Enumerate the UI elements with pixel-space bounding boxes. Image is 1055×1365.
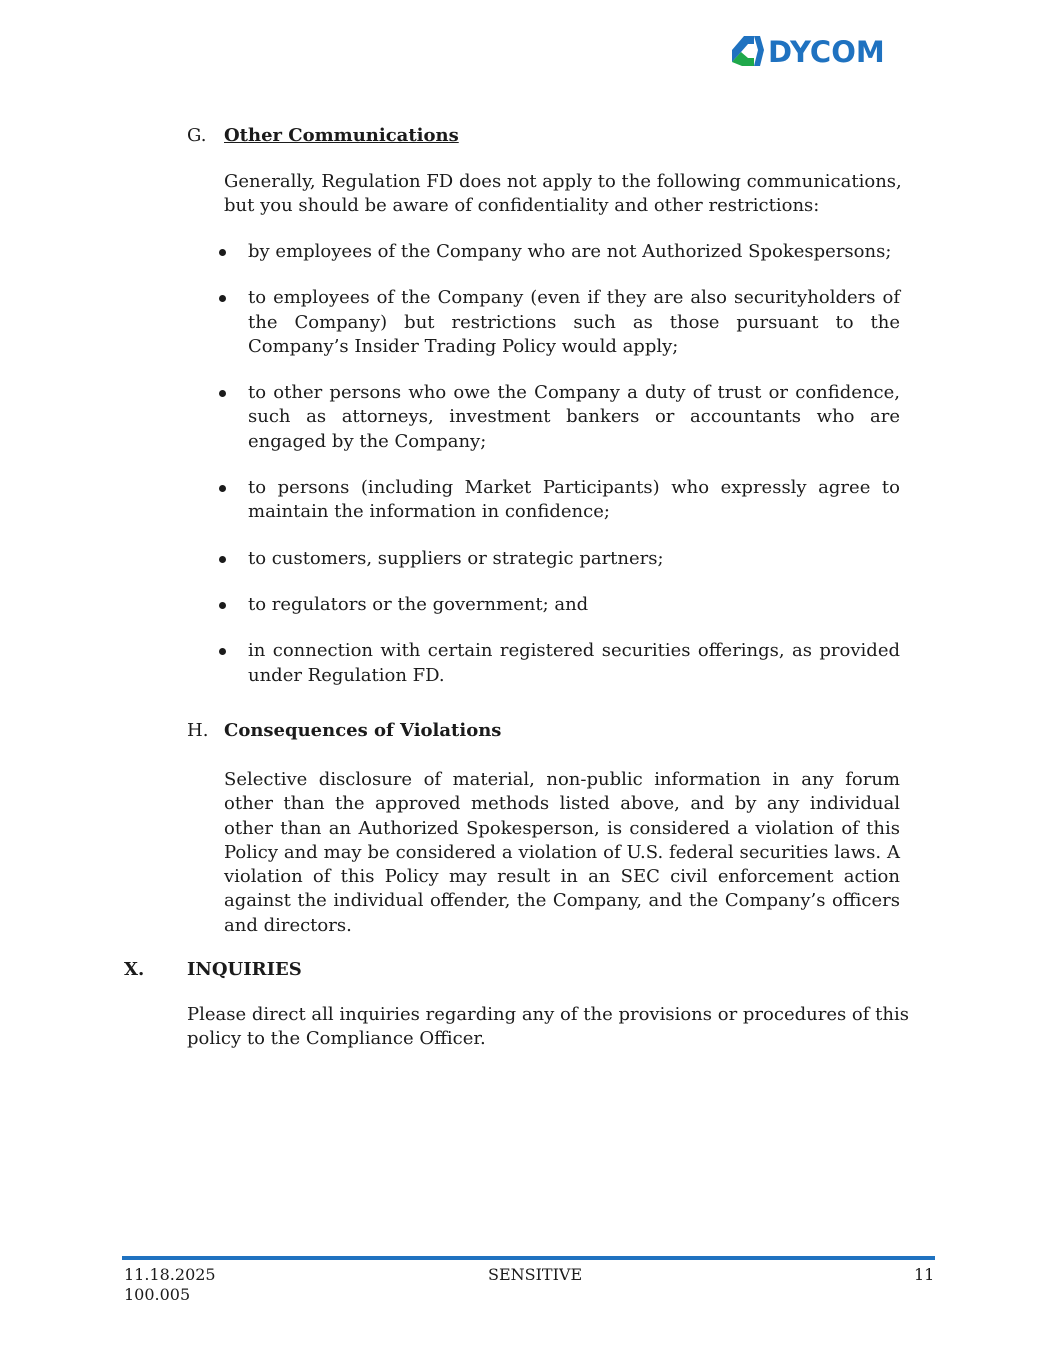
- footer-divider: [122, 1256, 935, 1260]
- section-x-body: Please direct all inquiries regarding any of the provisions or procedures of this policy to the Compliance Officer.: [187, 1004, 909, 1050]
- list-item: by employees of the Company who are not Authorized Spokespersons;: [214, 240, 900, 264]
- bullet-icon: [219, 602, 226, 609]
- list-item: to persons (including Market Participants) who expressly agree to maintain the information in confidence;: [214, 476, 900, 525]
- section-g-intro: Generally, Regulation FD does not apply to the following communications, but you should be aware of confidentiality and other restrictions:: [224, 171, 902, 217]
- bullet-icon: [219, 390, 226, 397]
- bullet-icon: [219, 485, 226, 492]
- dycom-logo: [728, 32, 930, 68]
- section-g-letter: G.: [187, 125, 207, 146]
- logo-wordmark: DYCOM: [768, 35, 885, 68]
- section-x-number: X.: [124, 959, 145, 980]
- section-g-bullet-list: [214, 240, 900, 710]
- section-x-title: INQUIRIES: [187, 959, 302, 980]
- bullet-icon: [219, 648, 226, 655]
- bullet-icon: [219, 295, 226, 302]
- footer-classification: SENSITIVE: [488, 1265, 583, 1284]
- section-h-body: Selective disclosure of material, non-public information in any forum other than the approved methods listed above, and by any individual other than an Authorized Spokesperson, is considered a violation of this Policy and may be considered a violation of U.S. federal securities laws. A violation of this Policy may result in an SEC civil enforcement action against the individual offender, the Company, and the Company’s officers and directors.: [224, 769, 900, 936]
- section-h-letter: H.: [187, 720, 209, 741]
- bullet-icon: [219, 249, 226, 256]
- list-item: to customers, suppliers or strategic partners;: [214, 547, 900, 571]
- bullet-icon: [219, 556, 226, 563]
- footer-page-number: 11: [914, 1265, 935, 1284]
- list-item: to regulators or the government; and: [214, 593, 900, 617]
- footer-date: 11.18.2025: [124, 1265, 216, 1284]
- footer-doc-number: 100.005: [124, 1285, 191, 1304]
- list-item: in connection with certain registered securities offerings, as provided under Regulation FD.: [214, 639, 900, 688]
- section-h-title: Consequences of Violations: [224, 720, 502, 741]
- list-item: to employees of the Company (even if they are also securityholders of the Company) but restrictions such as those pursuant to the Company’s Insider Trading Policy would apply;: [214, 286, 900, 359]
- list-item: to other persons who owe the Company a duty of trust or confidence, such as attorneys, investment bankers or accountants who are engaged by the Company;: [214, 381, 900, 454]
- section-g-title: Other Communications: [224, 125, 459, 146]
